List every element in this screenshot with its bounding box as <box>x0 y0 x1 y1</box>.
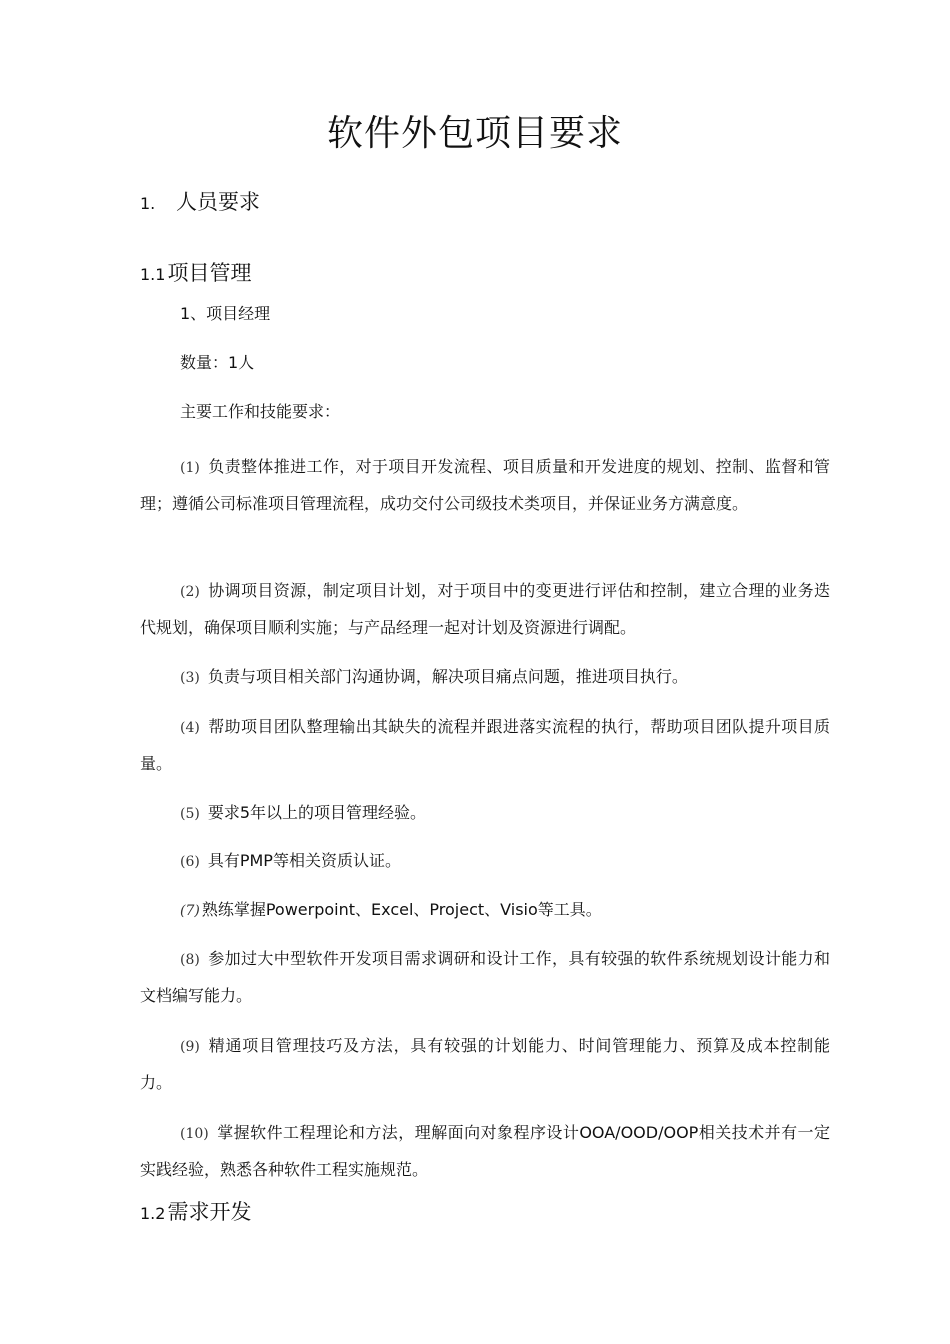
document-title: 软件外包项目要求 <box>326 113 623 154</box>
requirement-item <box>140 843 830 880</box>
requirement-item <box>140 659 830 696</box>
item-marker: (5) <box>180 806 200 822</box>
requirement-item <box>140 1115 830 1188</box>
quantity-label: 数量：1人 <box>180 353 255 372</box>
item-text: 具有PMP等相关资质认证。 <box>207 851 401 870</box>
item-text: 负责整体推进工作，对于项目开发流程、项目质量和开发进度的规划、控制、监督和管理；遵循公司标准项目管理流程，成功交付公司级技术类项目，并保证业务方满意度。 <box>140 457 830 513</box>
requirement-item <box>140 1028 830 1101</box>
item-marker: (6) <box>180 854 200 870</box>
item-marker: (9) <box>180 1039 200 1055</box>
item-text: 参加过大中型软件开发项目需求调研和设计工作，具有较强的软件系统规划设计能力和文档编写能力。 <box>140 949 830 1005</box>
requirement-item <box>140 892 830 929</box>
requirement-item <box>140 449 830 522</box>
item-text: 要求5年以上的项目管理经验。 <box>207 803 427 822</box>
role-label: 1、项目经理 <box>180 304 271 323</box>
item-marker: (7) <box>180 903 200 919</box>
item-marker: (10) <box>180 1126 209 1142</box>
subsection-heading-1-2 <box>140 1196 251 1230</box>
skills-heading: 主要工作和技能要求： <box>180 402 341 421</box>
item-text: 掌握软件工程理论和方法，理解面向对象程序设计OOA/OOD/OOP相关技术并有一定实践经验，熟悉各种软件工程实施规范。 <box>140 1123 830 1179</box>
subsection-number: 1.1 <box>140 265 166 284</box>
requirement-item <box>140 573 830 646</box>
item-text: 精通项目管理技巧及方法，具有较强的计划能力、时间管理能力、预算及成本控制能力。 <box>140 1036 830 1092</box>
subsection-number: 1.2 <box>140 1204 166 1223</box>
requirement-item <box>140 941 830 1014</box>
item-marker: (3) <box>180 670 200 686</box>
item-marker: (1) <box>180 460 200 476</box>
requirement-item <box>140 709 830 782</box>
item-marker: (4) <box>180 720 200 736</box>
section-number: 1. <box>140 194 156 213</box>
item-text: 协调项目资源，制定项目计划，对于项目中的变更进行评估和控制，建立合理的业务迭代规划，确保项目顺利实施；与产品经理一起对计划及资源进行调配。 <box>140 581 830 637</box>
subsection-title: 项目管理 <box>167 261 252 285</box>
requirement-item <box>140 795 830 832</box>
subsection-heading-1-1 <box>140 257 251 291</box>
item-marker: (2) <box>180 584 200 600</box>
item-text: 帮助项目团队整理输出其缺失的流程并跟进落实流程的执行，帮助项目团队提升项目质量。 <box>140 717 830 773</box>
section-title: 人员要求 <box>176 190 260 214</box>
section-heading-1 <box>140 186 260 220</box>
item-marker: (8) <box>180 952 200 968</box>
subsection-title: 需求开发 <box>167 1200 252 1224</box>
item-text: 熟练掌握Powerpoint、Excel、Project、Visio等工具。 <box>201 900 602 919</box>
item-text: 负责与项目相关部门沟通协调，解决项目痛点问题，推进项目执行。 <box>207 667 688 686</box>
